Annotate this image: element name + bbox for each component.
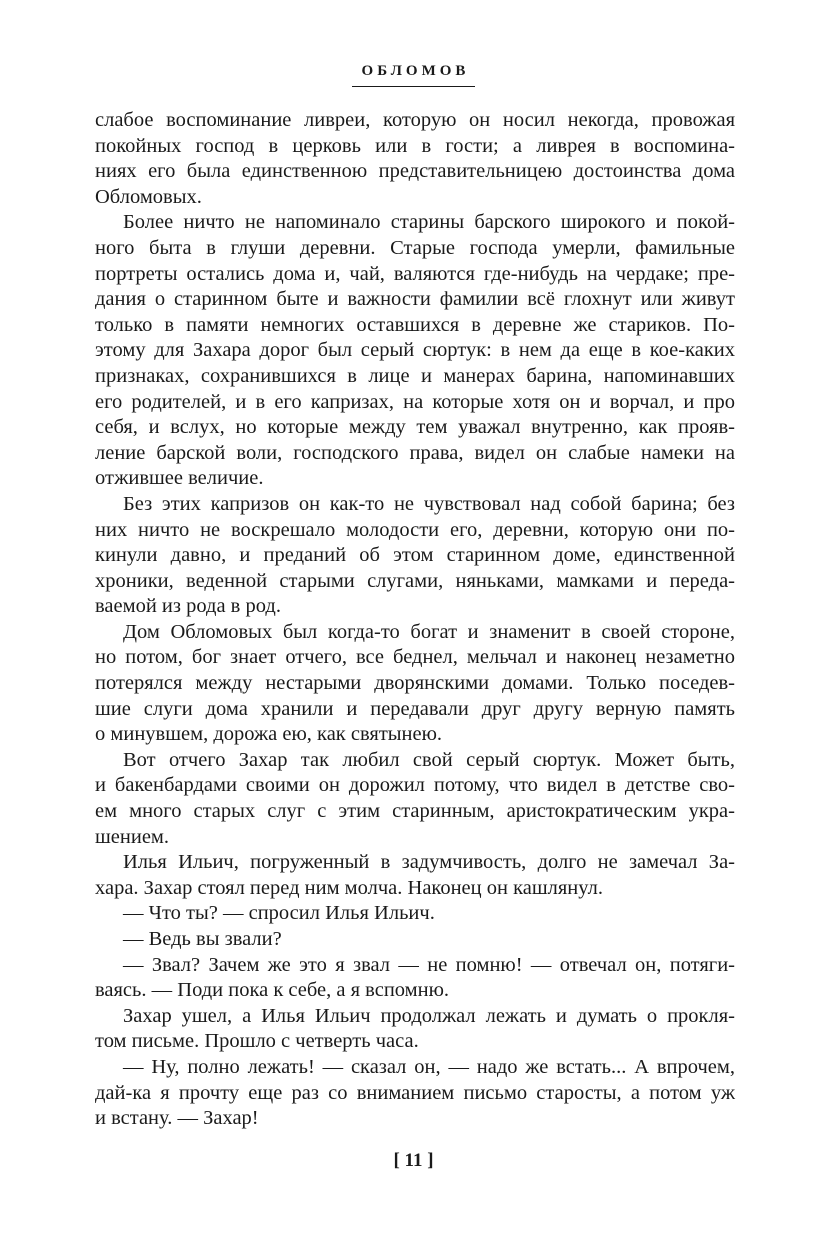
body-text [95,108,735,1132]
text-line: хроники, веденной старыми слугами, няньками, мамками и переда- [95,569,735,592]
text-line: хара. Захар стоял перед ним молча. Наконец он кашлянул. [95,876,603,899]
text-line: и бакенбардами своими он дорожил потому, что видел в детстве сво- [95,774,735,797]
text-line: этому для Захара дорог был серый сюртук: в нем да еще в кое-каких [95,339,735,362]
text-line: ем много старых слуг с этим старинным, аристократическим укра- [95,800,735,823]
text-line: ваемой из рода в род. [95,595,281,618]
text-line: дай-ка я прочту еще раз со вниманием письмо старосты, а потом уж [95,1081,735,1104]
text-line: ление барской воли, господского права, видел он слабые намеки на [95,441,735,464]
text-line: потерялся между нестарыми дворянскими домами. Только поседев- [95,672,735,695]
text-line: ного быта в глуши деревни. Старые господа умерли, фамильные [95,236,735,259]
text-line: Илья Ильич, погруженный в задумчивость, долго не замечал За- [123,851,735,874]
text-line: шие слуги дома хранили и передавали друг другу верную память [95,697,735,720]
text-line: шением. [95,825,170,848]
text-line: — Что ты? — спросил Илья Ильич. [123,902,435,925]
running-title: ОБЛОМОВ [352,63,476,87]
text-line: отжившее величие. [95,467,264,490]
text-line: — Ну, полно лежать! — сказал он, — надо же встать... А впрочем, [123,1055,735,1078]
text-line: Без этих капризов он как-то не чувствовал над собой барина; без [123,492,735,515]
text-line: слабое воспоминание ливреи, которую он носил некогда, провожая [95,109,735,131]
text-line: — Ведь вы звали? [123,928,282,950]
page-number: [ 11 ] [393,1150,434,1171]
text-line: покойных господ в церковь или в гости; а ливрея в воспомина- [95,134,735,157]
text-line: портреты остались дома и, чай, валяются где-нибудь на чердаке; пре- [95,262,735,285]
text-line: Захар ушел, а Илья Ильич продолжал лежать и думать о прокля- [123,1004,735,1027]
text-line: них ничто не воскрешало молодости его, деревни, которую они по- [95,518,735,541]
text-line: кинули давно, и преданий об этом старинном доме, единственной [95,544,735,567]
text-line: о минувшем, дорожа ею, как святынею. [95,723,443,746]
text-line: себя, и вслух, но которые между тем уважал внутренно, как прояв- [95,416,735,439]
text-line: том письме. Прошло с четверть часа. [95,1030,419,1053]
text-line: Более ничто не напоминало старины барского широкого и покой- [123,211,735,234]
text-line: Обломовых. [95,185,202,208]
text-line: признаках, сохранившихся в лице и манерах барина, напоминавших [95,364,735,387]
text-line: и встану. — Захар! [95,1107,259,1130]
text-line: ваясь. — Поди пока к себе, а я вспомню. [95,979,450,1002]
text-line: Дом Обломовых был когда-то богат и знаменит в своей стороне, [123,620,735,643]
text-line: дания о старинном быте и важности фамилии всё глохнут или живут [95,288,735,311]
text-line: ниях его была единственною представительницею достоинства дома [95,160,735,183]
text-line: но потом, бог знает отчего, все беднел, мельчал и наконец незаметно [95,646,735,669]
text-line: — Звал? Зачем же это я звал — не помню! — отвечал он, потяги- [123,953,735,976]
running-header [0,62,827,87]
text-line: только в памяти немногих оставшихся в деревне же стариков. По- [95,313,735,336]
text-line: его родителей, и в его капризах, на которые хотя он и ворчал, и про [95,390,735,413]
text-line: Вот отчего Захар так любил свой серый сюртук. Может быть, [123,748,735,771]
